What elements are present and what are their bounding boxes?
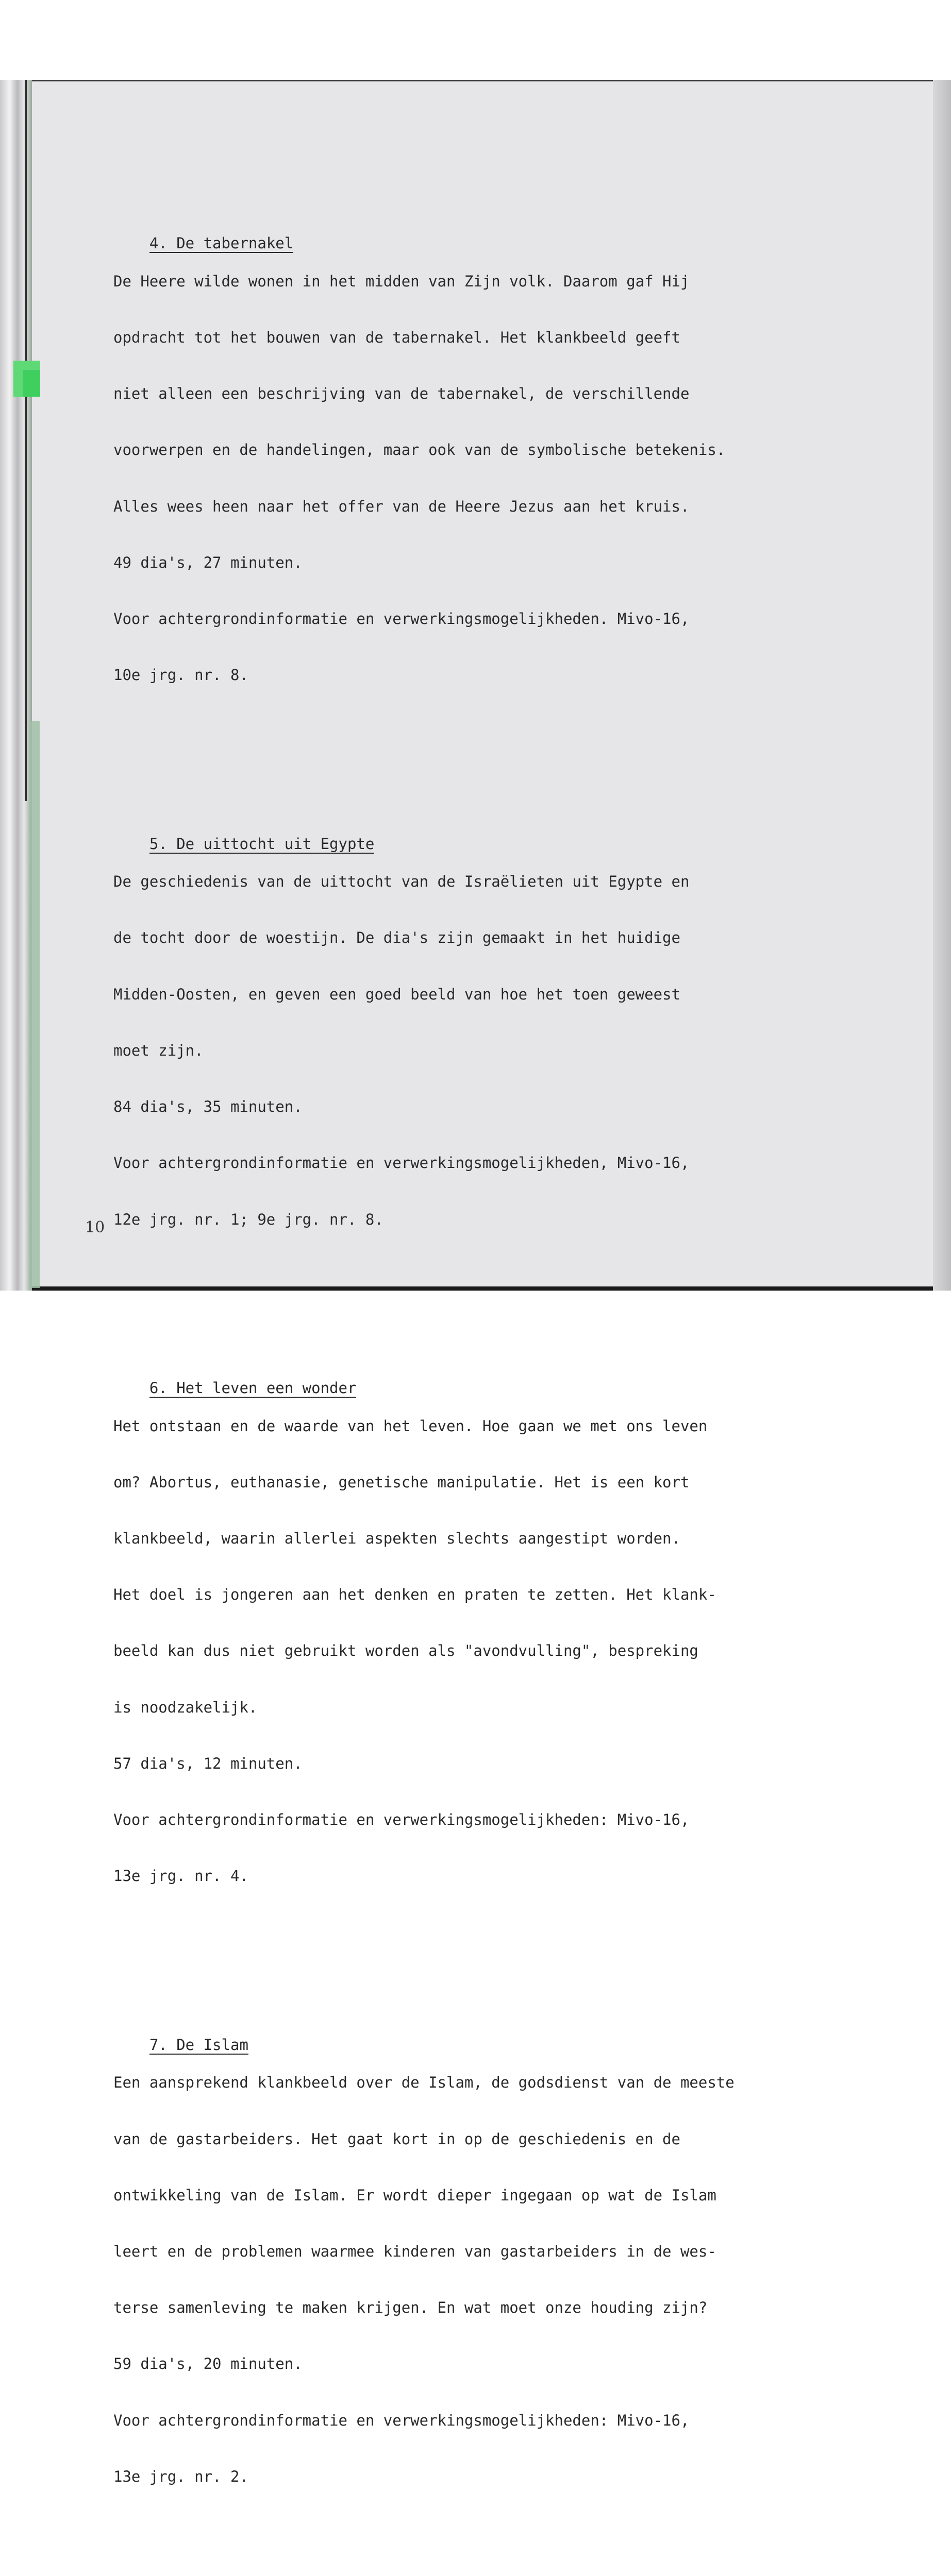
- text-line: niet alleen een beschrijving van de tabernakel, de verschillende: [113, 385, 690, 403]
- green-tab-marker-inner: [23, 370, 40, 397]
- text-line: de tocht door de woestijn. De dia's zijn gemaakt in het huidige: [113, 929, 680, 947]
- text-line: Voor achtergrondinformatie en verwerkingsmogelijkheden. Mivo-16,: [113, 609, 690, 628]
- section-heading: 5. De uittocht uit Egypte: [149, 835, 375, 853]
- text-line: Het doel is jongeren aan het denken en praten te zetten. Het klank-: [113, 1586, 716, 1604]
- section-islam: [113, 2017, 912, 2524]
- text-line: Voor achtergrondinformatie en verwerkingsmogelijkheden, Mivo-16,: [113, 1154, 690, 1172]
- text-line: Voor achtergrondinformatie en verwerkingsmogelijkheden: Mivo-16,: [113, 2411, 690, 2429]
- binding-edge-line: [25, 80, 27, 801]
- binding-spine: [0, 80, 32, 1291]
- section-tabernakel: [113, 215, 912, 722]
- text-line: 59 dia's, 20 minuten.: [113, 2355, 303, 2373]
- page-number: 10: [85, 1218, 105, 1236]
- text-line: moet zijn.: [113, 1041, 204, 1059]
- binding-green-strip: [29, 721, 40, 1288]
- scan-margin-top: [0, 0, 951, 80]
- text-line: De Heere wilde wonen in het midden van Zijn volk. Daarom gaf Hij: [113, 272, 690, 290]
- text-line: Alles wees heen naar het offer van de Heere Jezus aan het kruis.: [113, 497, 690, 515]
- section-heading: 7. De Islam: [149, 2036, 248, 2054]
- text-line: 10e jrg. nr. 8.: [113, 666, 248, 684]
- text-line: 13e jrg. nr. 4.: [113, 1867, 248, 1885]
- text-line: beeld kan dus niet gebruikt worden als "avondvulling", bespreking: [113, 1642, 698, 1660]
- text-line: 13e jrg. nr. 2.: [113, 2467, 248, 2485]
- text-line: om? Abortus, euthanasie, genetische manipulatie. Het is een kort: [113, 1473, 690, 1491]
- text-line: voorwerpen en de handelingen, maar ook van de symbolische betekenis.: [113, 441, 726, 459]
- text-line: 49 dia's, 27 minuten.: [113, 553, 303, 571]
- text-line: 84 dia's, 35 minuten.: [113, 1098, 303, 1116]
- text-line: Voor achtergrondinformatie en verwerkingsmogelijkheden: Mivo-16,: [113, 1811, 690, 1829]
- text-line: Een aansprekend klankbeeld over de Islam, de godsdienst van de meeste: [113, 2074, 735, 2092]
- text-line: ontwikkeling van de Islam. Er wordt dieper ingegaan op wat de Islam: [113, 2186, 716, 2204]
- text-line: De geschiedenis van de uittocht van de Israëlieten uit Egypte en: [113, 873, 690, 891]
- text-line: terse samenleving te maken krijgen. En wat moet onze houding zijn?: [113, 2299, 708, 2317]
- text-line: Midden-Oosten, en geven een goed beeld van hoe het toen geweest: [113, 985, 680, 1003]
- text-line: klankbeeld, waarin allerlei aspekten slechts aangestipt worden.: [113, 1530, 680, 1547]
- text-line: is noodzakelijk.: [113, 1698, 258, 1716]
- text-line: Het ontstaan en de waarde van het leven. Hoe gaan we met ons leven: [113, 1417, 708, 1435]
- text-line: opdracht tot het bouwen van de tabernakel. Het klankbeeld geeft: [113, 328, 680, 346]
- section-uittocht: [113, 816, 912, 1266]
- section-heading: 4. De tabernakel: [149, 234, 294, 252]
- section-heading: 6. Het leven een wonder: [149, 1379, 357, 1397]
- page-content: [113, 178, 912, 2576]
- page-edge-shadow: [933, 80, 951, 1291]
- text-line: 57 dia's, 12 minuten.: [113, 1754, 303, 1772]
- text-line: leert en de problemen waarmee kinderen van gastarbeiders in de wes-: [113, 2243, 716, 2261]
- text-line: 12e jrg. nr. 1; 9e jrg. nr. 8.: [113, 1210, 383, 1228]
- text-line: van de gastarbeiders. Het gaat kort in op de geschiedenis en de: [113, 2130, 680, 2148]
- section-leven-wonder: [113, 1360, 912, 1923]
